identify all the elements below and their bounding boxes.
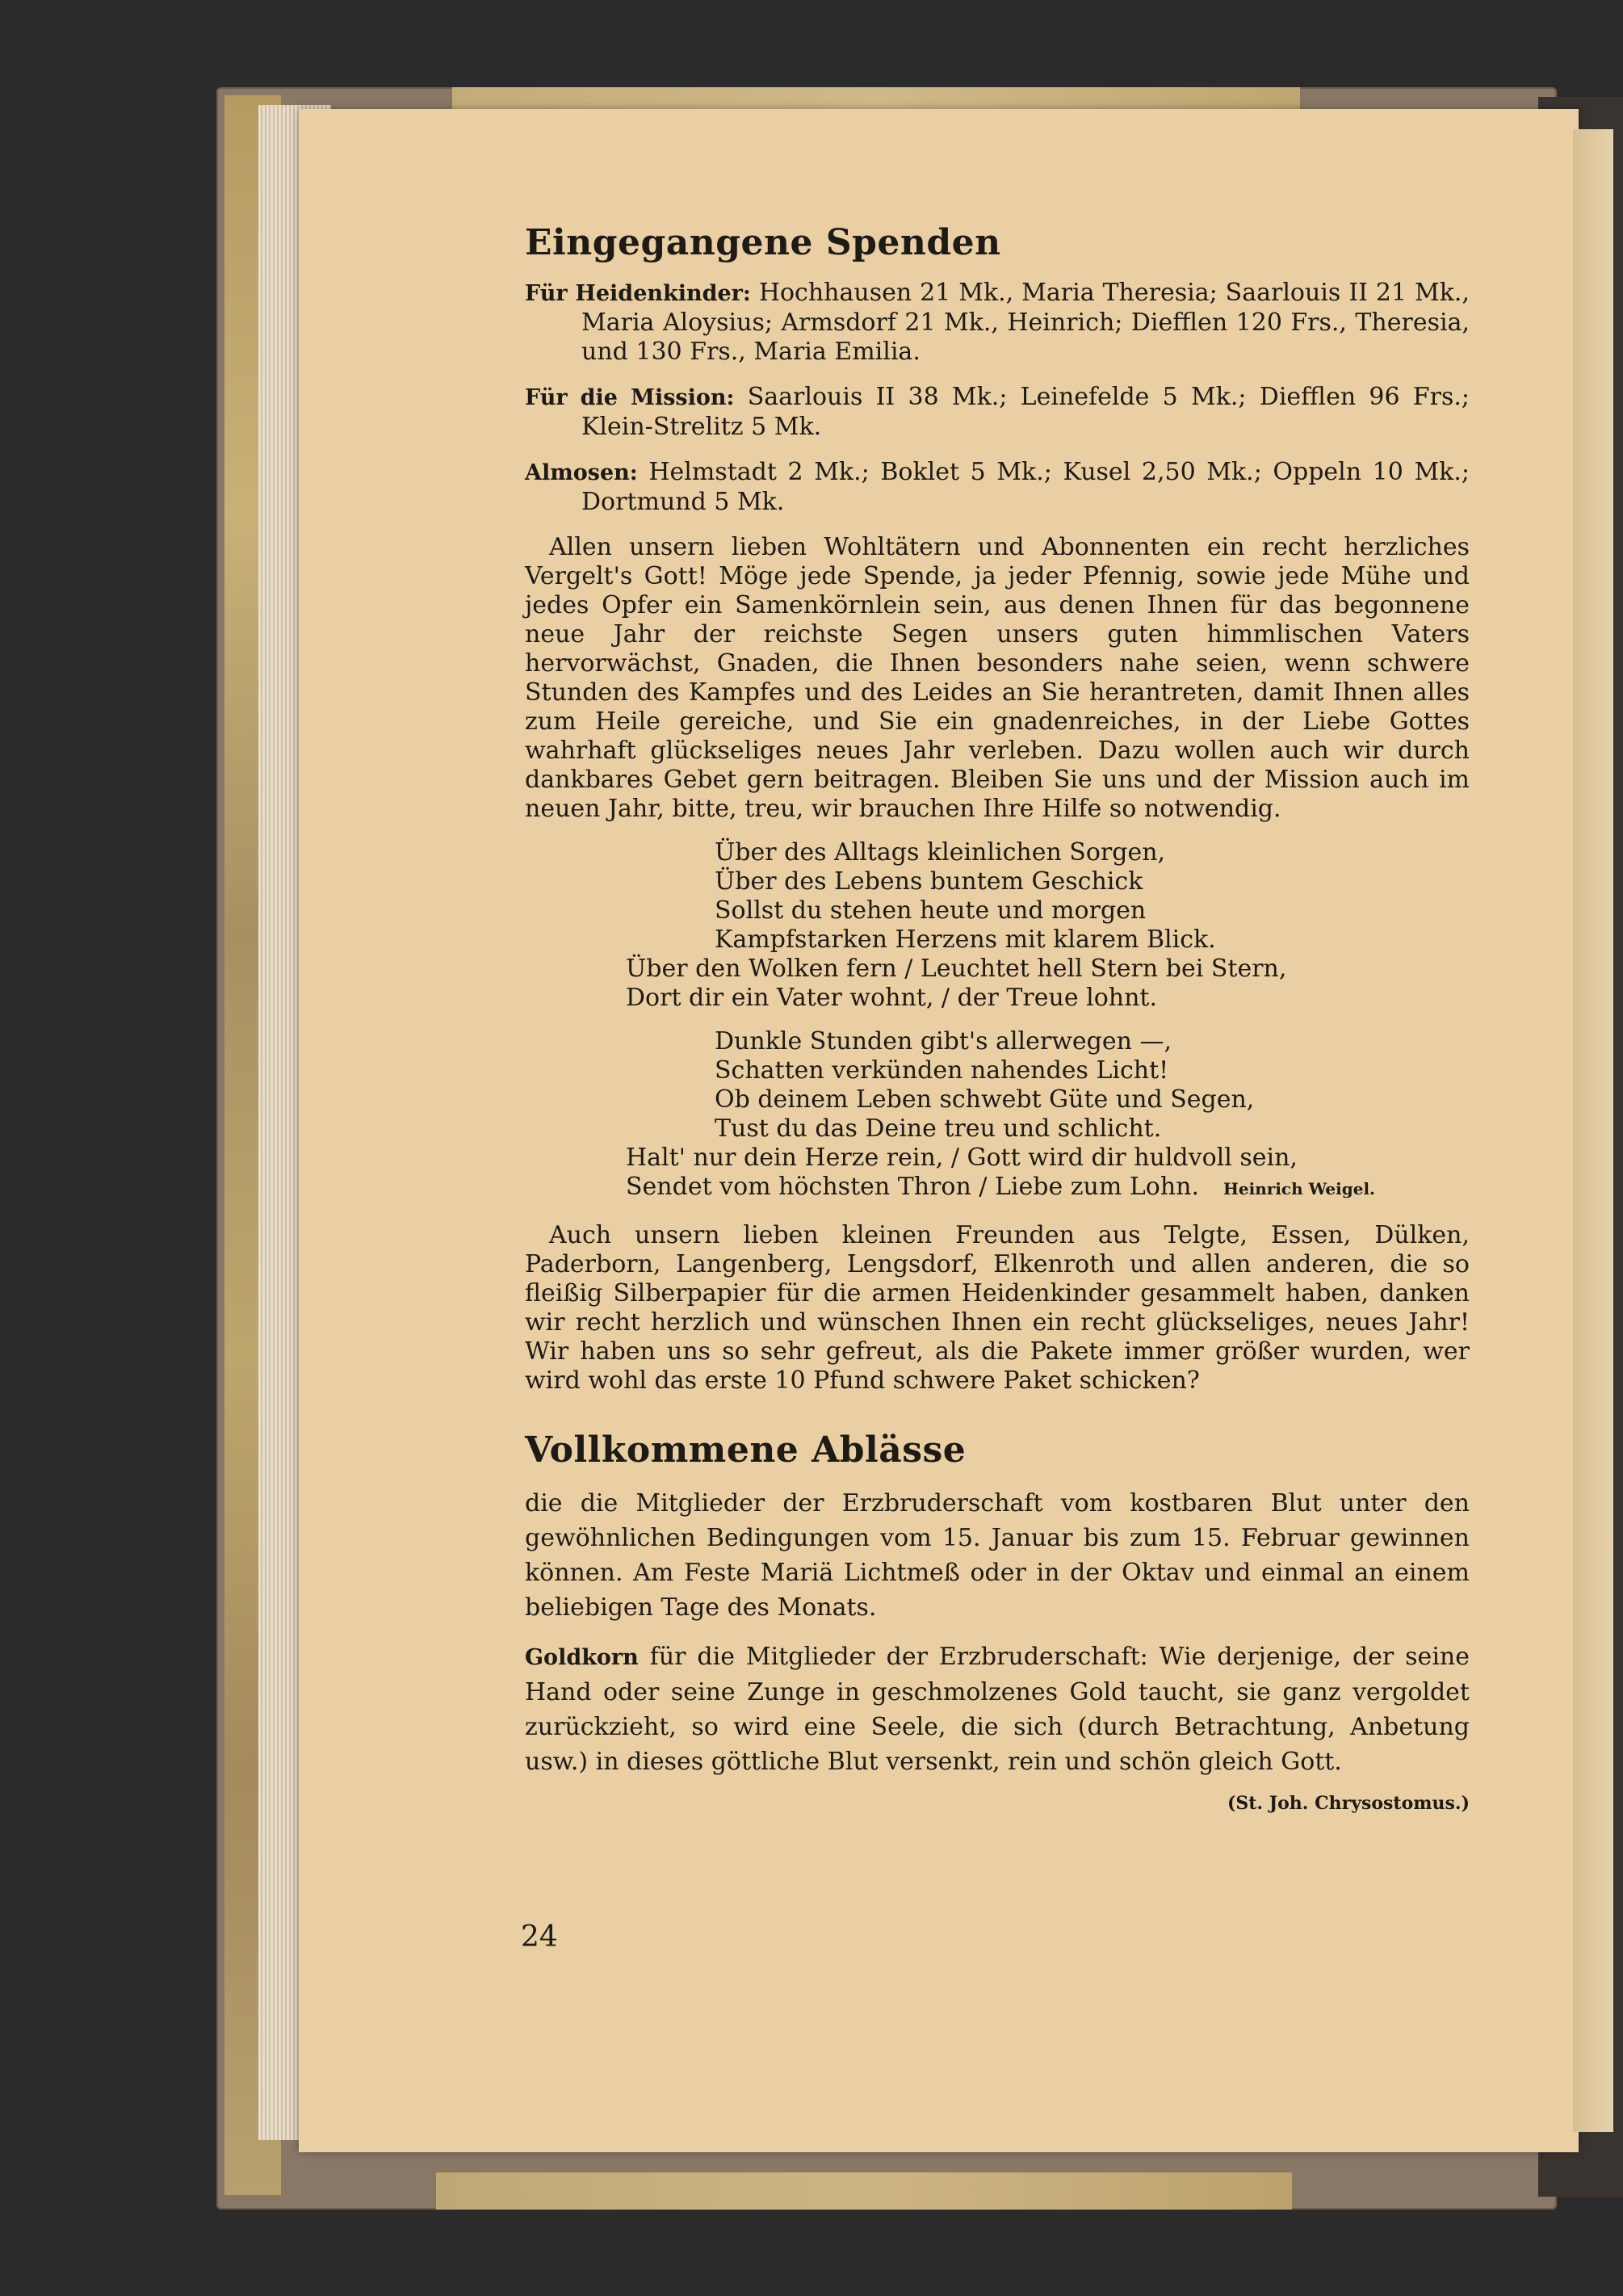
poem-line: Ob deinem Leben schwebt Güte und Segen, (715, 1085, 1255, 1114)
donation-mission (525, 383, 1470, 442)
poem-line: Dunkle Stunden gibt's allerwegen —, (715, 1027, 1172, 1056)
ablaesse-intro: die die Mitglieder der Erzbruderschaft vom kostbaren Blut unter den gewöhnlichen Bedingungen vom 15. Januar bis zum 15. Februar gewinnen können. Am Feste Mariä Lichtmeß oder in der Oktav und einmal an einem beliebigen Tage des Monats. (525, 1489, 1470, 1622)
goldkorn-text: für die Mitglieder der Erzbruderschaft: Wie derjenige, der seine Hand oder seine Zunge in geschmolzenes Gold taucht, sie ganz vergoldet zurückzieht, so wird eine Seele, die sich (durch Betrachtung, Anbetung usw.) in dieses göttliche Blut versenkt, rein und schön gleich Gott. (525, 1643, 1470, 1776)
marbled-edge-bottom (436, 2172, 1292, 2210)
donation-almosen (525, 458, 1470, 517)
quote-source: (St. Joh. Chrysostomus.) (1227, 1793, 1470, 1814)
poem-line: Dort dir ein Vater wohnt, / der Treue lohnt. (626, 984, 1158, 1012)
donation-label: Für die Mission: (525, 385, 735, 410)
thanks-paragraph: Allen unsern lieben Wohltätern und Abonnenten ein recht herzliches Vergelt's Gott! Möge jede Spende, ja jeder Pfennig, sowie jede Mühe und jedes Opfer ein Samenkörnlein sein, aus denen Ihnen für das begonnene neue Jahr der reichste Segen unsers guten himmlischen Vaters hervorwächst, Gnaden, die Ihnen besonders nahe seien, wenn schwere Stunden des Kampfes und des Leides an Sie herantreten, damit Ihnen alles zum Heile gereiche, und Sie ein gnadenreiches, in der Liebe Gottes wahrhaft glückseliges neues Jahr verleben. Dazu wollen auch wir durch dankbares Gebet gern beitragen. Bleiben Sie uns und der Mission auch im neuen Jahr, bitte, treu, wir brauchen Ihre Hilfe so notwendig. (525, 533, 1470, 823)
poem-line: Über den Wolken fern / Leuchtet hell Stern bei Stern, (626, 955, 1287, 983)
donation-label: Für Heidenkinder: (525, 281, 751, 306)
section-title-ablaesse: Vollkommene Ablässe (525, 1429, 967, 1471)
poem-stanza-2 (525, 1027, 1470, 1203)
poem-line: Tust du das Deine treu und schlicht. (715, 1114, 1162, 1143)
donation-text: Saarlouis II 38 Mk.; Leinefelde 5 Mk.; Diefflen 96 Frs.; Klein-Strelitz 5 Mk. (581, 383, 1470, 441)
poem-line: Schatten verkünden nahendes Licht! (715, 1056, 1169, 1085)
goldkorn-label: Goldkorn (525, 1645, 639, 1670)
section-title-spenden: Eingegangene Spenden (525, 222, 1001, 263)
donation-text: Helmstadt 2 Mk.; Boklet 5 Mk.; Kusel 2,50 Mk.; Oppeln 10 Mk.; Dortmund 5 Mk. (581, 458, 1470, 516)
facing-page-edge (1573, 129, 1613, 2132)
donation-label: Almosen: (525, 460, 638, 485)
page-content (525, 222, 1470, 1818)
poem (525, 838, 1470, 1203)
poem-line-last (525, 1173, 1470, 1203)
friends-paragraph: Auch unsern lieben kleinen Freunden aus Telgte, Essen, Dülken, Paderborn, Langenberg, Lengsdorf, Elkenroth und allen anderen, die so fleißig Silberpapier für die armen Heidenkinder gesammelt haben, danken wir recht herzlich und wünschen Ihnen ein recht glückseliges, neues Jahr! Wir haben uns so sehr gefreut, als die Pakete immer größer wurden, wer wird wohl das erste 10 Pfund schwere Paket schicken? (525, 1221, 1470, 1395)
donation-heidenkinder (525, 279, 1470, 367)
poem-line: Kampfstarken Herzens mit klarem Blick. (715, 926, 1216, 954)
page-number: 24 (521, 1920, 558, 1954)
poem-stanza-1 (525, 838, 1470, 1013)
poem-line-text: Sendet vom höchsten Thron / Liebe zum Lohn. (626, 1173, 1200, 1201)
donation-text: Hochhausen 21 Mk., Maria Theresia; Saarlouis II 21 Mk., Maria Aloysius; Armsdorf 21 Mk., Heinrich; Diefflen 120 Frs., Theresia, und 130 Frs., Maria Emilia. (581, 279, 1470, 366)
poem-line: Über des Alltags kleinlichen Sorgen, (715, 838, 1166, 867)
goldkorn-paragraph (525, 1639, 1470, 1779)
poem-line: Über des Lebens buntem Geschick (715, 867, 1143, 896)
poem-author: Heinrich Weigel. (1223, 1179, 1376, 1198)
poem-line: Sollst du stehen heute und morgen (715, 896, 1147, 925)
poem-line: Halt' nur dein Herze rein, / Gott wird dir huldvoll sein, (626, 1144, 1298, 1172)
